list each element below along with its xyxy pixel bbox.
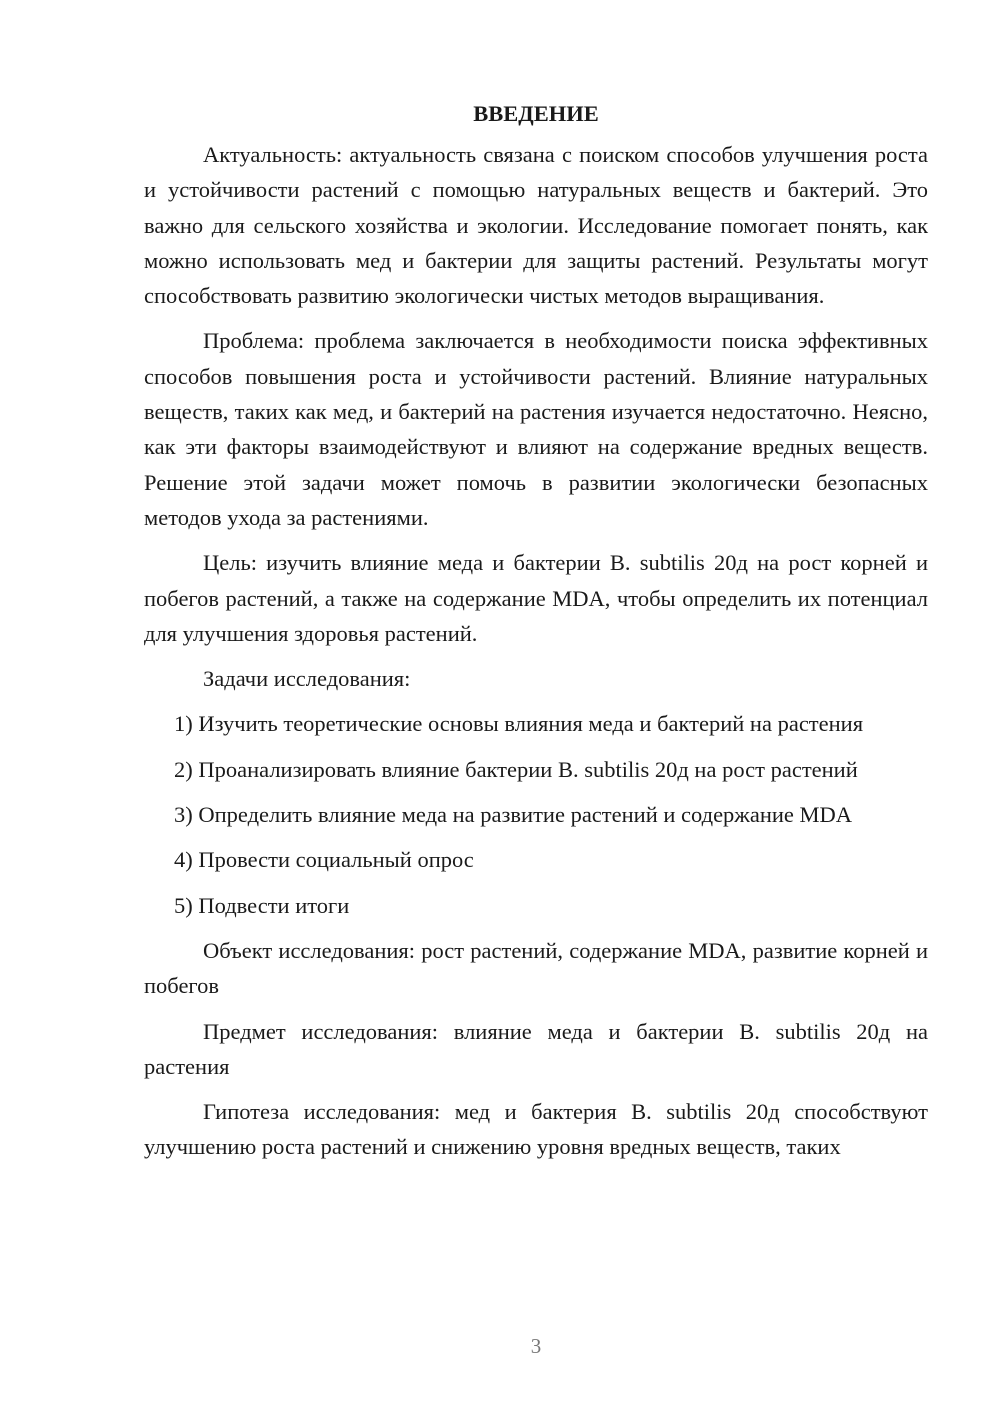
task-item-1: 1) Изучить теоретические основы влияния меда и бактерий на растения (174, 711, 864, 737)
task-item-4: 4) Провести социальный опрос (174, 847, 474, 873)
document-page (144, 96, 928, 1165)
section-title: ВВЕДЕНИЕ (473, 101, 599, 126)
paragraph-relevance: Актуальность: актуальность связана с поиском способов улучшения роста и устойчивости растений с помощью натуральных веществ и бактерий. Это важно для сельского хозяйства и экологии. Исследование помогает понять, как можно использовать мед и бактерии для защиты растений. Результаты могут способствовать развитию экологически чистых методов выращивания. (144, 142, 928, 309)
task-item-3: 3) Определить влияние меда на развитие растений и содержание MDA (174, 802, 853, 828)
page-number (36, 1334, 1000, 1359)
task-item-2: 2) Проанализировать влияние бактерии B. subtilis 20д на рост растений (174, 756, 858, 782)
paragraph-hypothesis: Гипотеза исследования: мед и бактерия B. subtilis 20д способствуют улучшению роста растений и снижению уровня вредных веществ, таких (144, 1099, 928, 1160)
paragraph-goal: Цель: изучить влияние меда и бактерии B. subtilis 20д на рост корней и побегов растений, а также на содержание MDA, чтобы определить их потенциал для улучшения здоровья растений. (144, 550, 928, 646)
task-item-5: 5) Подвести итоги (174, 892, 350, 918)
paragraph-object: Объект исследования: рост растений, содержание MDA, развитие корней и побегов (144, 937, 928, 999)
tasks-heading: Задачи исследования: (203, 666, 411, 692)
page-number-text: 3 (530, 1334, 542, 1358)
paragraph-problem: Проблема: проблема заключается в необходимости поиска эффективных способов повышения роста и устойчивости растений. Влияние натуральных веществ, таких как мед, и бактерий на растения изучается недостаточно. Неясно, как эти факторы взаимодействуют и влияют на содержание вредных веществ. Решение этой задачи может помочь в развитии экологически безопасных методов ухода за растениями. (144, 328, 928, 530)
paragraph-subject: Предмет исследования: влияние меда и бактерии B. subtilis 20д на растения (144, 1018, 928, 1079)
